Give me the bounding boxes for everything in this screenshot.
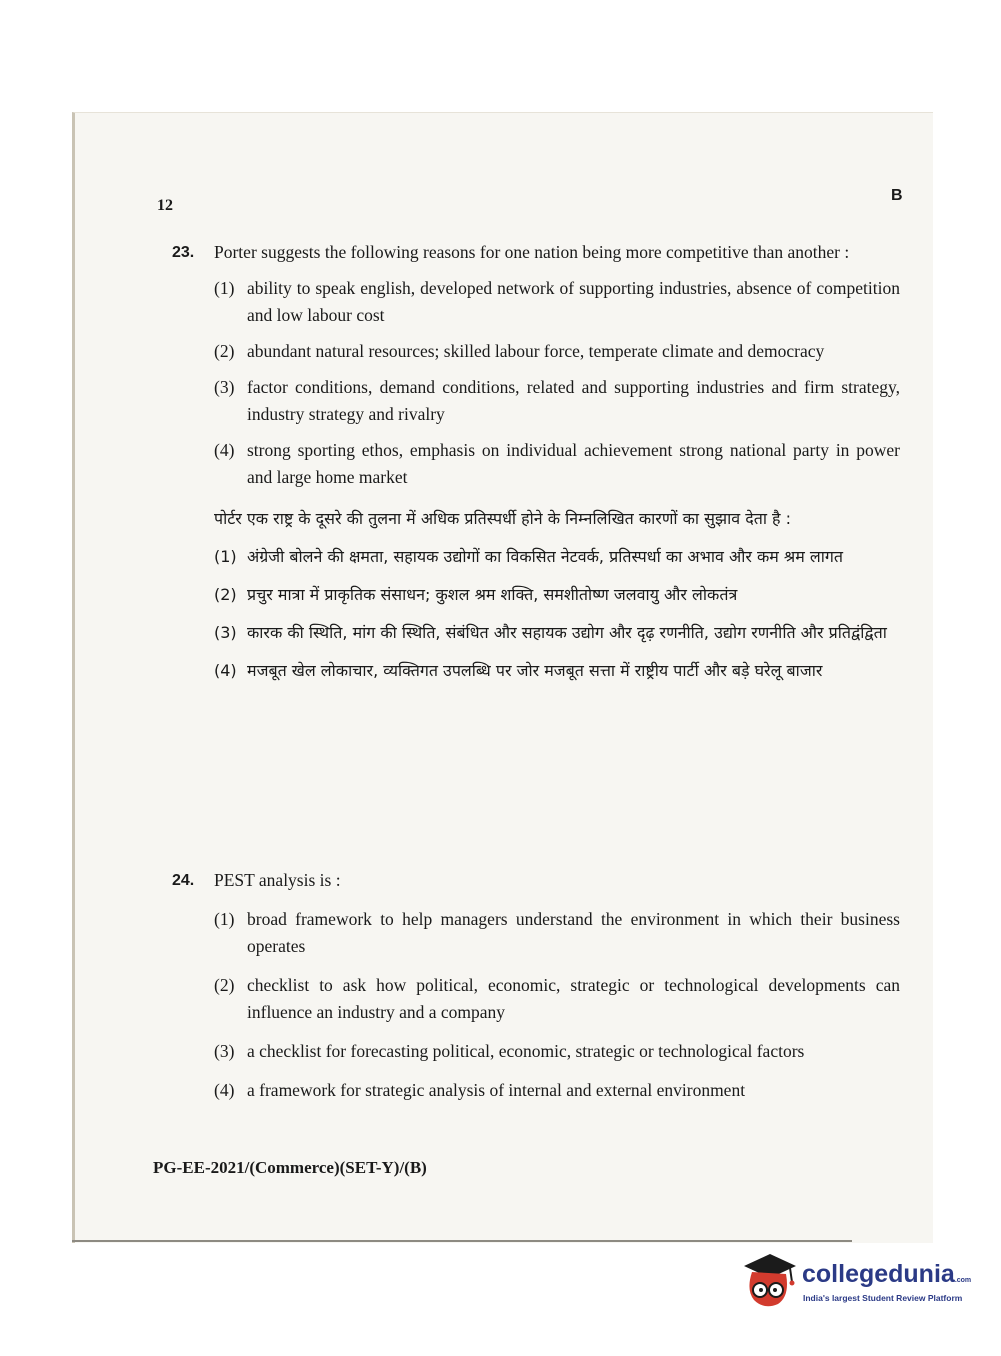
question-text-en: PEST analysis is : — [214, 870, 341, 890]
option-text: कारक की स्थिति, मांग की स्थिति, संबंधित और सहायक उद्योग और दृढ़ रणनीति, उद्योग रणनीति और प्रतिद्वंद्विता — [247, 623, 887, 642]
option-number: (3) — [214, 1041, 235, 1061]
option-number: (3) — [214, 623, 237, 642]
graduate-mascot-icon — [740, 1250, 800, 1314]
question-24 — [172, 867, 900, 1104]
option-4-hi — [214, 657, 900, 684]
option-text: अंग्रेजी बोलने की क्षमता, सहायक उद्योगों का विकसित नेटवर्क, प्रतिस्पर्धा का अभाव और कम श्रम लागत — [247, 547, 843, 566]
logo-brand-text: collegedunia — [802, 1260, 955, 1288]
option-1-en — [214, 906, 900, 960]
logo-dotcom: .com — [954, 1277, 972, 1284]
option-number: (3) — [214, 377, 235, 397]
logo-brand — [802, 1260, 971, 1289]
question-text-hi: पोर्टर एक राष्ट्र के दूसरे की तुलना में अधिक प्रतिस्पर्धी होने के निम्नलिखित कारणों का सुझाव देता है : — [214, 509, 792, 528]
question-number: 24. — [172, 872, 195, 889]
option-3-en — [214, 374, 900, 428]
option-number: (2) — [214, 585, 237, 604]
option-4-en — [214, 437, 900, 491]
page-edge-line — [72, 1240, 852, 1242]
question-text-en: Porter suggests the following reasons for one nation being more competitive than another : — [214, 242, 850, 262]
option-text: a framework for strategic analysis of internal and external environment — [247, 1080, 746, 1100]
option-number: (1) — [214, 547, 237, 566]
option-2-en — [214, 972, 900, 1026]
question-23 — [172, 239, 900, 684]
set-letter: B — [891, 187, 903, 204]
option-text: मजबूत खेल लोकाचार, व्यक्तिगत उपलब्धि पर जोर मजबूत सत्ता में राष्ट्रीय पार्टी और बड़े घरेलू बाजार — [247, 661, 823, 680]
option-3-hi — [214, 619, 900, 646]
option-text: ability to speak english, developed network of supporting industries, absence of competition and low labour cost — [247, 278, 900, 325]
option-2-hi — [214, 581, 900, 608]
page-number: 12 — [157, 197, 173, 214]
option-text: factor conditions, demand conditions, related and supporting industries and firm strategy, industry strategy and rivalry — [247, 377, 900, 424]
option-number: (4) — [214, 440, 235, 460]
collegedunia-logo — [740, 1250, 970, 1314]
option-4-en — [214, 1077, 900, 1104]
option-number: (4) — [214, 1080, 235, 1100]
option-1-en — [214, 275, 900, 329]
question-number: 23. — [172, 244, 195, 261]
option-1-hi — [214, 543, 900, 570]
option-text: checklist to ask how political, economic, strategic or technological developments can influence an industry and a company — [247, 975, 900, 1022]
logo-tagline: India's largest Student Review Platform — [803, 1293, 963, 1303]
option-text: a checklist for forecasting political, economic, strategic or technological factors — [247, 1041, 805, 1061]
option-number: (4) — [214, 661, 237, 680]
option-2-en — [214, 338, 900, 365]
option-text: abundant natural resources; skilled labour force, temperate climate and democracy — [247, 341, 825, 361]
option-number: (2) — [214, 341, 235, 361]
option-text: broad framework to help managers understand the environment in which their business operates — [247, 909, 900, 956]
option-number: (1) — [214, 909, 235, 929]
option-text: प्रचुर मात्रा में प्राकृतिक संसाधन; कुशल श्रम शक्ति, समशीतोष्ण जलवायु और लोकतंत्र — [247, 585, 738, 604]
option-number: (2) — [214, 975, 235, 995]
option-number: (1) — [214, 278, 235, 298]
paper-code: PG-EE-2021/(Commerce)(SET-Y)/(B) — [153, 1158, 427, 1177]
option-3-en — [214, 1038, 900, 1065]
option-text: strong sporting ethos, emphasis on individual achievement strong national party in power and large home market — [247, 440, 900, 487]
